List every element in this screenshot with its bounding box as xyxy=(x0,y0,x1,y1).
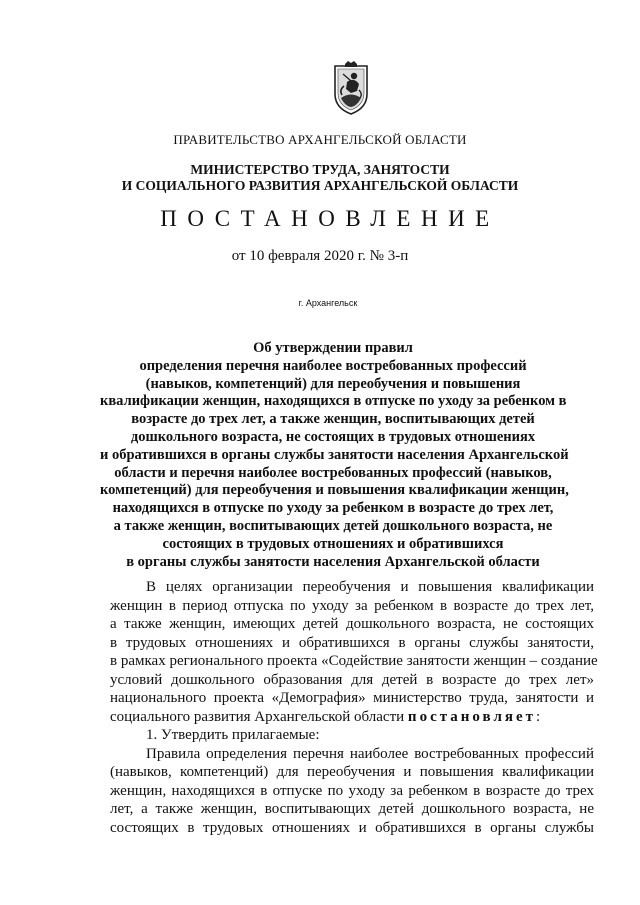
body-line-prefix: социального развития Архангельской области xyxy=(110,708,408,725)
title-line: в органы службы занятости населения Архангельской области xyxy=(126,553,540,570)
resolves-keyword: постановляет xyxy=(407,708,537,725)
date-and-number: от 10 февраля 2020 г. № 3-п xyxy=(231,248,409,264)
title-line: области и перечня наиболее востребованных профессий (навыков, xyxy=(114,464,552,481)
document-type-heading: ПОСТАНОВЛЕНИЕ xyxy=(160,206,500,231)
ministry-name xyxy=(0,162,640,194)
body-line: в трудовых отношениях и обратившихся в органы службы занятости, xyxy=(110,634,594,651)
title-line: состоящих в трудовых отношениях и обратившихся xyxy=(162,535,504,552)
body-line-suffix: : xyxy=(536,708,541,725)
body-line: женщин в период отпуска по уходу за ребенком в возрасте до трех лет, xyxy=(110,597,594,614)
body-line: лет, а также женщин, воспитывающих детей дошкольного возраста, не xyxy=(110,801,594,817)
body-line: условий дошкольного образования для детей в возрасте до трех лет» xyxy=(110,671,594,688)
document-body xyxy=(110,578,598,837)
body-line: (навыков, компетенций) для переобучения и повышения квалификации xyxy=(110,764,594,780)
preamble-paragraph xyxy=(110,578,598,726)
body-line: В целях организации переобучения и повышения квалификации xyxy=(146,579,594,595)
body-line-resolves xyxy=(110,708,594,727)
coat-of-arms-emblem xyxy=(327,60,375,116)
ministry-name-line1: МИНИСТЕРСТВО ТРУДА, ЗАНЯТОСТИ xyxy=(190,162,450,177)
city-name: г. Архангельск xyxy=(298,298,358,308)
ministry-name-line2: И СОЦИАЛЬНОГО РАЗВИТИЯ АРХАНГЕЛЬСКОЙ ОБЛАСТИ xyxy=(121,178,519,193)
document-title xyxy=(100,340,569,571)
title-line: квалификации женщин, находящихся в отпуске по уходу за ребенком в xyxy=(100,393,567,410)
title-line: и обратившихся в органы службы занятости населения Архангельской xyxy=(100,446,569,463)
title-line: Об утверждении правил xyxy=(253,340,413,356)
title-line: (навыков, компетенций) для переобучения и повышения xyxy=(145,375,521,392)
government-name: ПРАВИТЕЛЬСТВО АРХАНГЕЛЬСКОЙ ОБЛАСТИ xyxy=(173,132,467,147)
body-line: национального проекта «Демография» министерство труда, занятости и xyxy=(110,690,594,706)
title-line: дошкольного возраста, не состоящих в трудовых отношениях xyxy=(130,428,536,445)
body-line: в рамках регионального проекта «Содействие занятости женщин – создание xyxy=(110,653,598,669)
item-1-line: 1. Утвердить прилагаемые: xyxy=(146,727,320,743)
body-line: а также женщин, имеющих детей дошкольного возраста, не состоящих xyxy=(110,616,594,632)
title-line: находящихся в отпуске по уходу за ребенком в возрасте до трех лет, xyxy=(112,500,554,517)
body-line: Правила определения перечня наиболее востребованных профессий xyxy=(146,745,594,762)
body-line: женщин, находящихся в отпуске по уходу за ребенком в возрасте до трех xyxy=(110,782,594,799)
title-line: определения перечня наиболее востребованных профессий xyxy=(139,357,527,374)
rules-paragraph xyxy=(110,745,594,838)
body-line: состоящих в трудовых отношениях и обратившихся в органы службы xyxy=(110,819,594,836)
title-line: компетенций) для переобучения и повышения квалификации женщин, xyxy=(100,482,569,499)
title-line: возрасте до трех лет, а также женщин, воспитывающих детей xyxy=(131,411,535,428)
title-line: а также женщин, воспитывающих детей дошкольного возраста, не xyxy=(113,517,553,534)
